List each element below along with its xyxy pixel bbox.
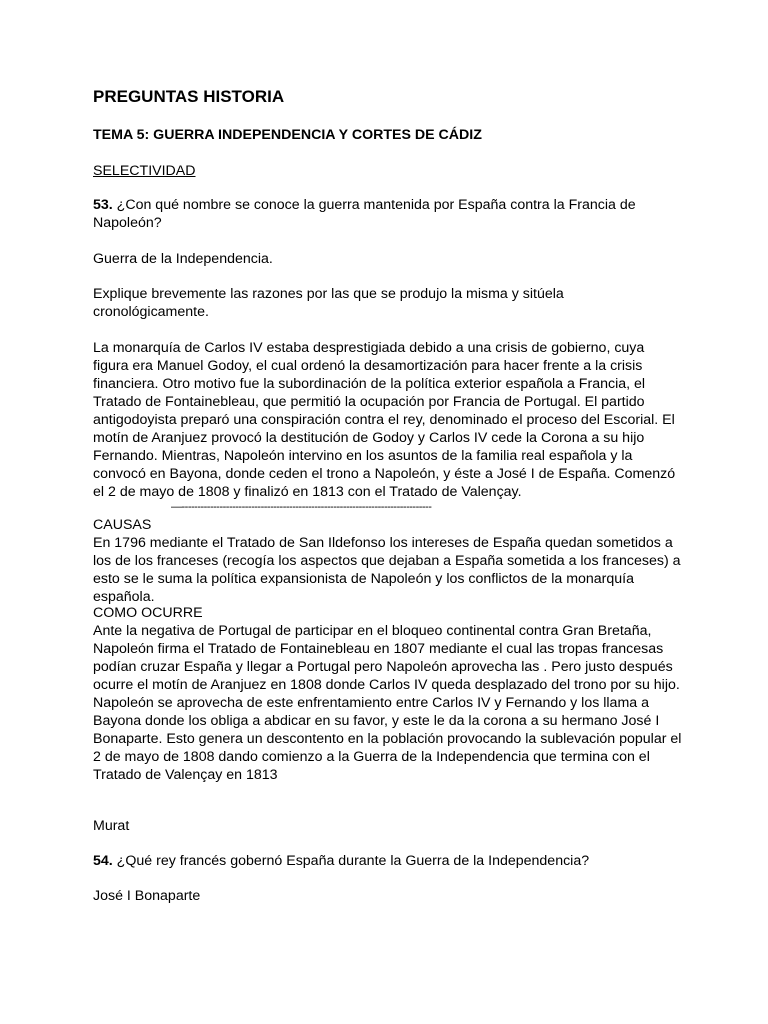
causas-text: En 1796 mediante el Tratado de San Ildefonso los intereses de España quedan sometidos a los de los franceses (recogía los aspectos que dejaban a España sometida a los franceses) a esto se le suma la política expansionista de Napoleón y los conflictos de la monarquía española. bbox=[93, 535, 681, 605]
murat-text: Murat bbox=[93, 818, 130, 834]
explain-prompt: Explique brevemente las razones por las que se produjo la misma y sitúela cronológicamente. bbox=[93, 286, 564, 320]
document-subtitle: TEMA 5: GUERRA INDEPENDENCIA Y CORTES DE CÁDIZ bbox=[93, 127, 482, 143]
question-54 bbox=[93, 852, 683, 870]
explain-answer: La monarquía de Carlos IV estaba desprestigiada debido a una crisis de gobierno, cuya figura era Manuel Godoy, el cual ordenó la desamortización para hacer frente a la crisis financiera. Otro motivo fue la subordinación de la política exterior española a Francia, el Tratado de Fontainebleau, que permitió la ocupación por Francia de Portugal. El partido antigodoyista preparó una conspiración contra el rey, denominado el proceso del Escorial. El motín de Aranjuez provocó la destitución de Godoy y Carlos IV cede la Corona a su hijo Fernando. Mientras, Napoleón intervino en los asuntos de la familia real española y la convocó en Bayona, donde ceden el trono a Napoleón, y éste a José I de España. Comenzó el 2 de mayo de 1808 y finalizó en 1813 con el Tratado de Valençay. bbox=[93, 340, 676, 500]
divider-line: —------------------------------------------------------------------------------- bbox=[171, 501, 432, 513]
question-54-number: 54. bbox=[93, 853, 113, 869]
como-ocurre-text: Ante la negativa de Portugal de participar en el bloqueo continental contra Gran Bretaña, Napoleón firma el Tratado de Fontainebleau en 1807 mediante el cual las tropas francesas podían cruzar España y llegar a Portugal pero Napoleón aprovecha las . Pero justo después ocurre el motín de Aranjuez en 1808 donde Carlos IV queda desplazado del trono por su hijo. Napoleón se aprovecha de este enfrentamiento entre Carlos IV y Fernando y los llama a Bayona donde los obliga a abdicar en su favor, y este le da la corona a su hermano José I Bonaparte. Esto genera un descontento en la población provocando la sublevación popular el 2 de mayo de 1808 dando comienzo a la Guerra de la Independencia que termina con el Tratado de Valençay en 1813 bbox=[93, 623, 682, 783]
question-53 bbox=[93, 196, 683, 232]
question-54-text: ¿Qué rey francés gobernó España durante la Guerra de la Independencia? bbox=[112, 853, 590, 869]
answer-53: Guerra de la Independencia. bbox=[93, 251, 273, 267]
question-53-number: 53. bbox=[93, 197, 113, 213]
section-label: SELECTIVIDAD bbox=[93, 163, 196, 179]
document-page bbox=[93, 86, 683, 904]
como-ocurre-heading: COMO OCURRE bbox=[93, 605, 203, 621]
question-53-text: ¿Con qué nombre se conoce la guerra mantenida por España contra la Francia de Napoleón? bbox=[93, 197, 636, 231]
causas-heading: CAUSAS bbox=[93, 517, 152, 533]
answer-54: José I Bonaparte bbox=[93, 888, 201, 904]
document-title: PREGUNTAS HISTORIA bbox=[93, 87, 285, 106]
